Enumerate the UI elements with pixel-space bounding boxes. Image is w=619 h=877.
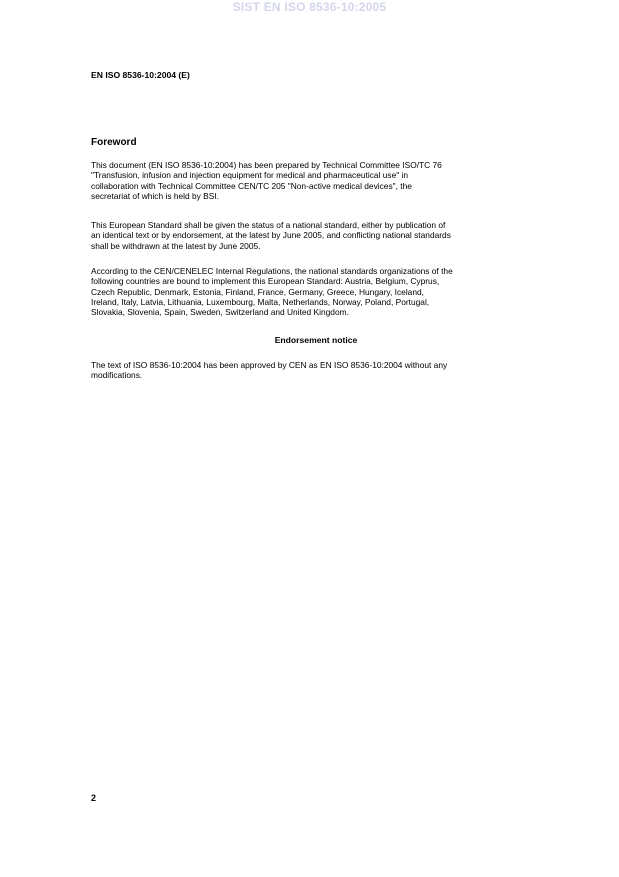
text-line: According to the CEN/CENELEC Internal Regulations, the national standards organizations of the [91,266,453,276]
endorsement-paragraph [91,360,541,381]
foreword-paragraph-3 [91,266,541,317]
text-line: "Transfusion, infusion and injection equipment for medical and pharmaceutical use" in [91,170,409,181]
text-line: an identical text or by endorsement, at the latest by June 2005, and conflicting national standards [91,230,451,241]
watermark: SIST EN ISO 8536-10:2005 [232,0,387,14]
foreword-paragraph-2 [91,220,541,251]
text-line: modifications. [91,370,143,381]
endorsement-heading: Endorsement notice [274,335,358,345]
text-line: following countries are bound to implement this European Standard: Austria, Belgium, Cyprus, [91,276,440,287]
foreword-paragraph-1 [91,160,541,201]
text-line: This document (EN ISO 8536-10:2004) has been prepared by Technical Committee ISO/TC 76 [91,160,442,170]
text-line: Czech Republic, Denmark, Estonia, Finland, France, Germany, Greece, Hungary, Iceland, [91,286,424,297]
foreword-heading: Foreword [91,137,137,148]
text-line: collaboration with Technical Committee CEN/TC 205 "Non-active medical devices", the [91,180,412,191]
text-line: secretariat of which is held by BSI. [91,190,220,201]
text-line: shall be withdrawn at the latest by June 2005. [91,240,261,251]
text-line: Ireland, Italy, Latvia, Lithuania, Luxembourg, Malta, Netherlands, Norway, Poland, Portugal, [91,296,430,307]
page-number: 2 [91,793,97,803]
text-line: The text of ISO 8536-10:2004 has been approved by CEN as EN ISO 8536-10:2004 without any [91,360,448,370]
document-reference: EN ISO 8536-10:2004 (E) [91,70,190,80]
text-line: Slovakia, Slovenia, Spain, Sweden, Switzerland and United Kingdom. [91,307,349,318]
text-line: This European Standard shall be given the status of a national standard, either by publication of [91,220,446,230]
